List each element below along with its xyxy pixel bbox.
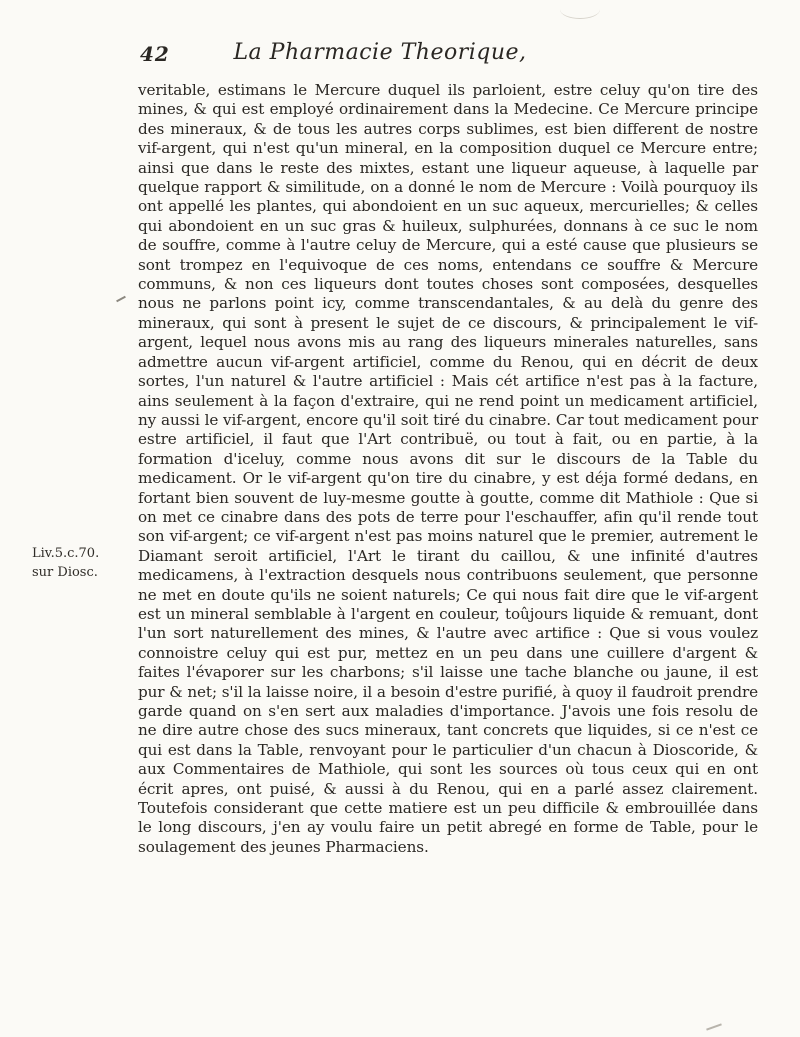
- page-number: 42: [140, 42, 170, 66]
- body-paragraph: veritable, estimans le Mercure duquel ils parloient, estre celuy qu'on tire des mines, & qui est employé ordinairement dans la Medecine. Ce Mercure principe des mineraux, & de tous les autres corps sublimes, est bien different de nostre vif-argent, qui n'est qu'un mineral, en la composition duquel ce Mercure entre; ainsi que dans le reste des mixtes, estant une liqueur aqueuse, à laquelle par quelque rapport & similitude, on a donné le nom de Mercure : Voilà pourquoy ils ont appellé les plantes, qui abondoient en un suc aqueux, mercurielles; & celles qui abondoient en un suc gras & huileux, sulphurées, donnans à ce suc le nom de souffre, comme à l'autre celuy de Mercure, qui a esté cause que plusieurs se sont trompez en l'equivoque de ces noms, entendans ce souffre & Mercure communs, & non ces liqueurs dont toutes choses sont composées, desquelles nous ne parlons point icy, comme transcendantales, & au delà du genre des mineraux, qui sont à present le sujet de ce discours, & principalement le vif-argent, lequel nous avons mis au rang des liqueurs minerales naturelles, sans admettre aucun vif-argent artificiel, comme du Renou, qui en décrit de deux sortes, l'un naturel & l'autre artificiel : Mais cét artifice n'est pas à la facture, ains seulement à la façon d'extraire, qui ne rend point un medicament artificiel, ny aussi le vif-argent, encore qu'il soit tiré du cinabre. Car tout medicament pour estre artificiel, il faut que l'Art contribuë, ou tout à fait, ou en partie, à la formation d'iceluy, comme nous avons dit sur le discours de la Table du medicament. Or le vif-argent qu'on tire du cinabre, y est déja formé dedans, en fortant bien souvent de luy-mesme goutte à goutte, comme dit Mathiole : Que si on met ce cinabre dans des pots de terre pour l'eschauffer, afin qu'il rende tout son vif-argent; ce vif-argent n'est pas moins naturel que le premier, autrement le Diamant seroit artificiel, l'Art le tirant du caillou, & une infinité d'autres medicamens, à l'extraction desquels nous contribuons seulement, que personne ne met en doute qu'ils ne soient naturels; Ce qui nous fait dire que le vif-argent est un mineral semblable à l'argent en couleur, toûjours liquide & remuant, dont l'un sort naturellement des mines, & l'autre avec artifice : Que si vous voulez connoistre celuy qui est pur, mettez en un peu dans une cuillere d'argent & faites l'évaporer sur les charbons; s'il laisse une tache blanche ou jaune, il est pur & net; s'il la laisse noire, il a besoin d'estre purifié, à quoy il faudroit prendre garde quand on s'en sert aux maladies d'importance. J'avois une fois resolu de ne dire autre chose des sucs mineraux, tant concrets que liquides, si ce n'est ce qui est dans la Table, renvoyant pour le particulier d'un chacun à Dioscoride, & aux Commentaires de Mathiole, qui sont les sources où tous ceux qui en ont écrit apres, ont puisé, & aussi à du Renou, qui en a parlé assez clairement. Toutefois considerant que cette matiere est un peu difficile & embrouillée dans le long discours, j'en ay voulu faire un petit abregé en forme de Table, pour le soulagement des jeunes Pharmaciens.: [138, 81, 758, 856]
- margin-note-line: Liv.5.c.70.: [32, 546, 100, 561]
- ink-mark: [116, 296, 126, 302]
- paper-edge-mark: [560, 0, 600, 19]
- running-title: La Pharmacie Theorique,: [233, 40, 527, 65]
- ink-mark: [706, 1023, 722, 1030]
- page-header: [0, 36, 800, 76]
- body-text: [138, 81, 758, 857]
- margin-note-line: sur Diosc.: [32, 565, 98, 580]
- margin-reference-note: [32, 544, 132, 582]
